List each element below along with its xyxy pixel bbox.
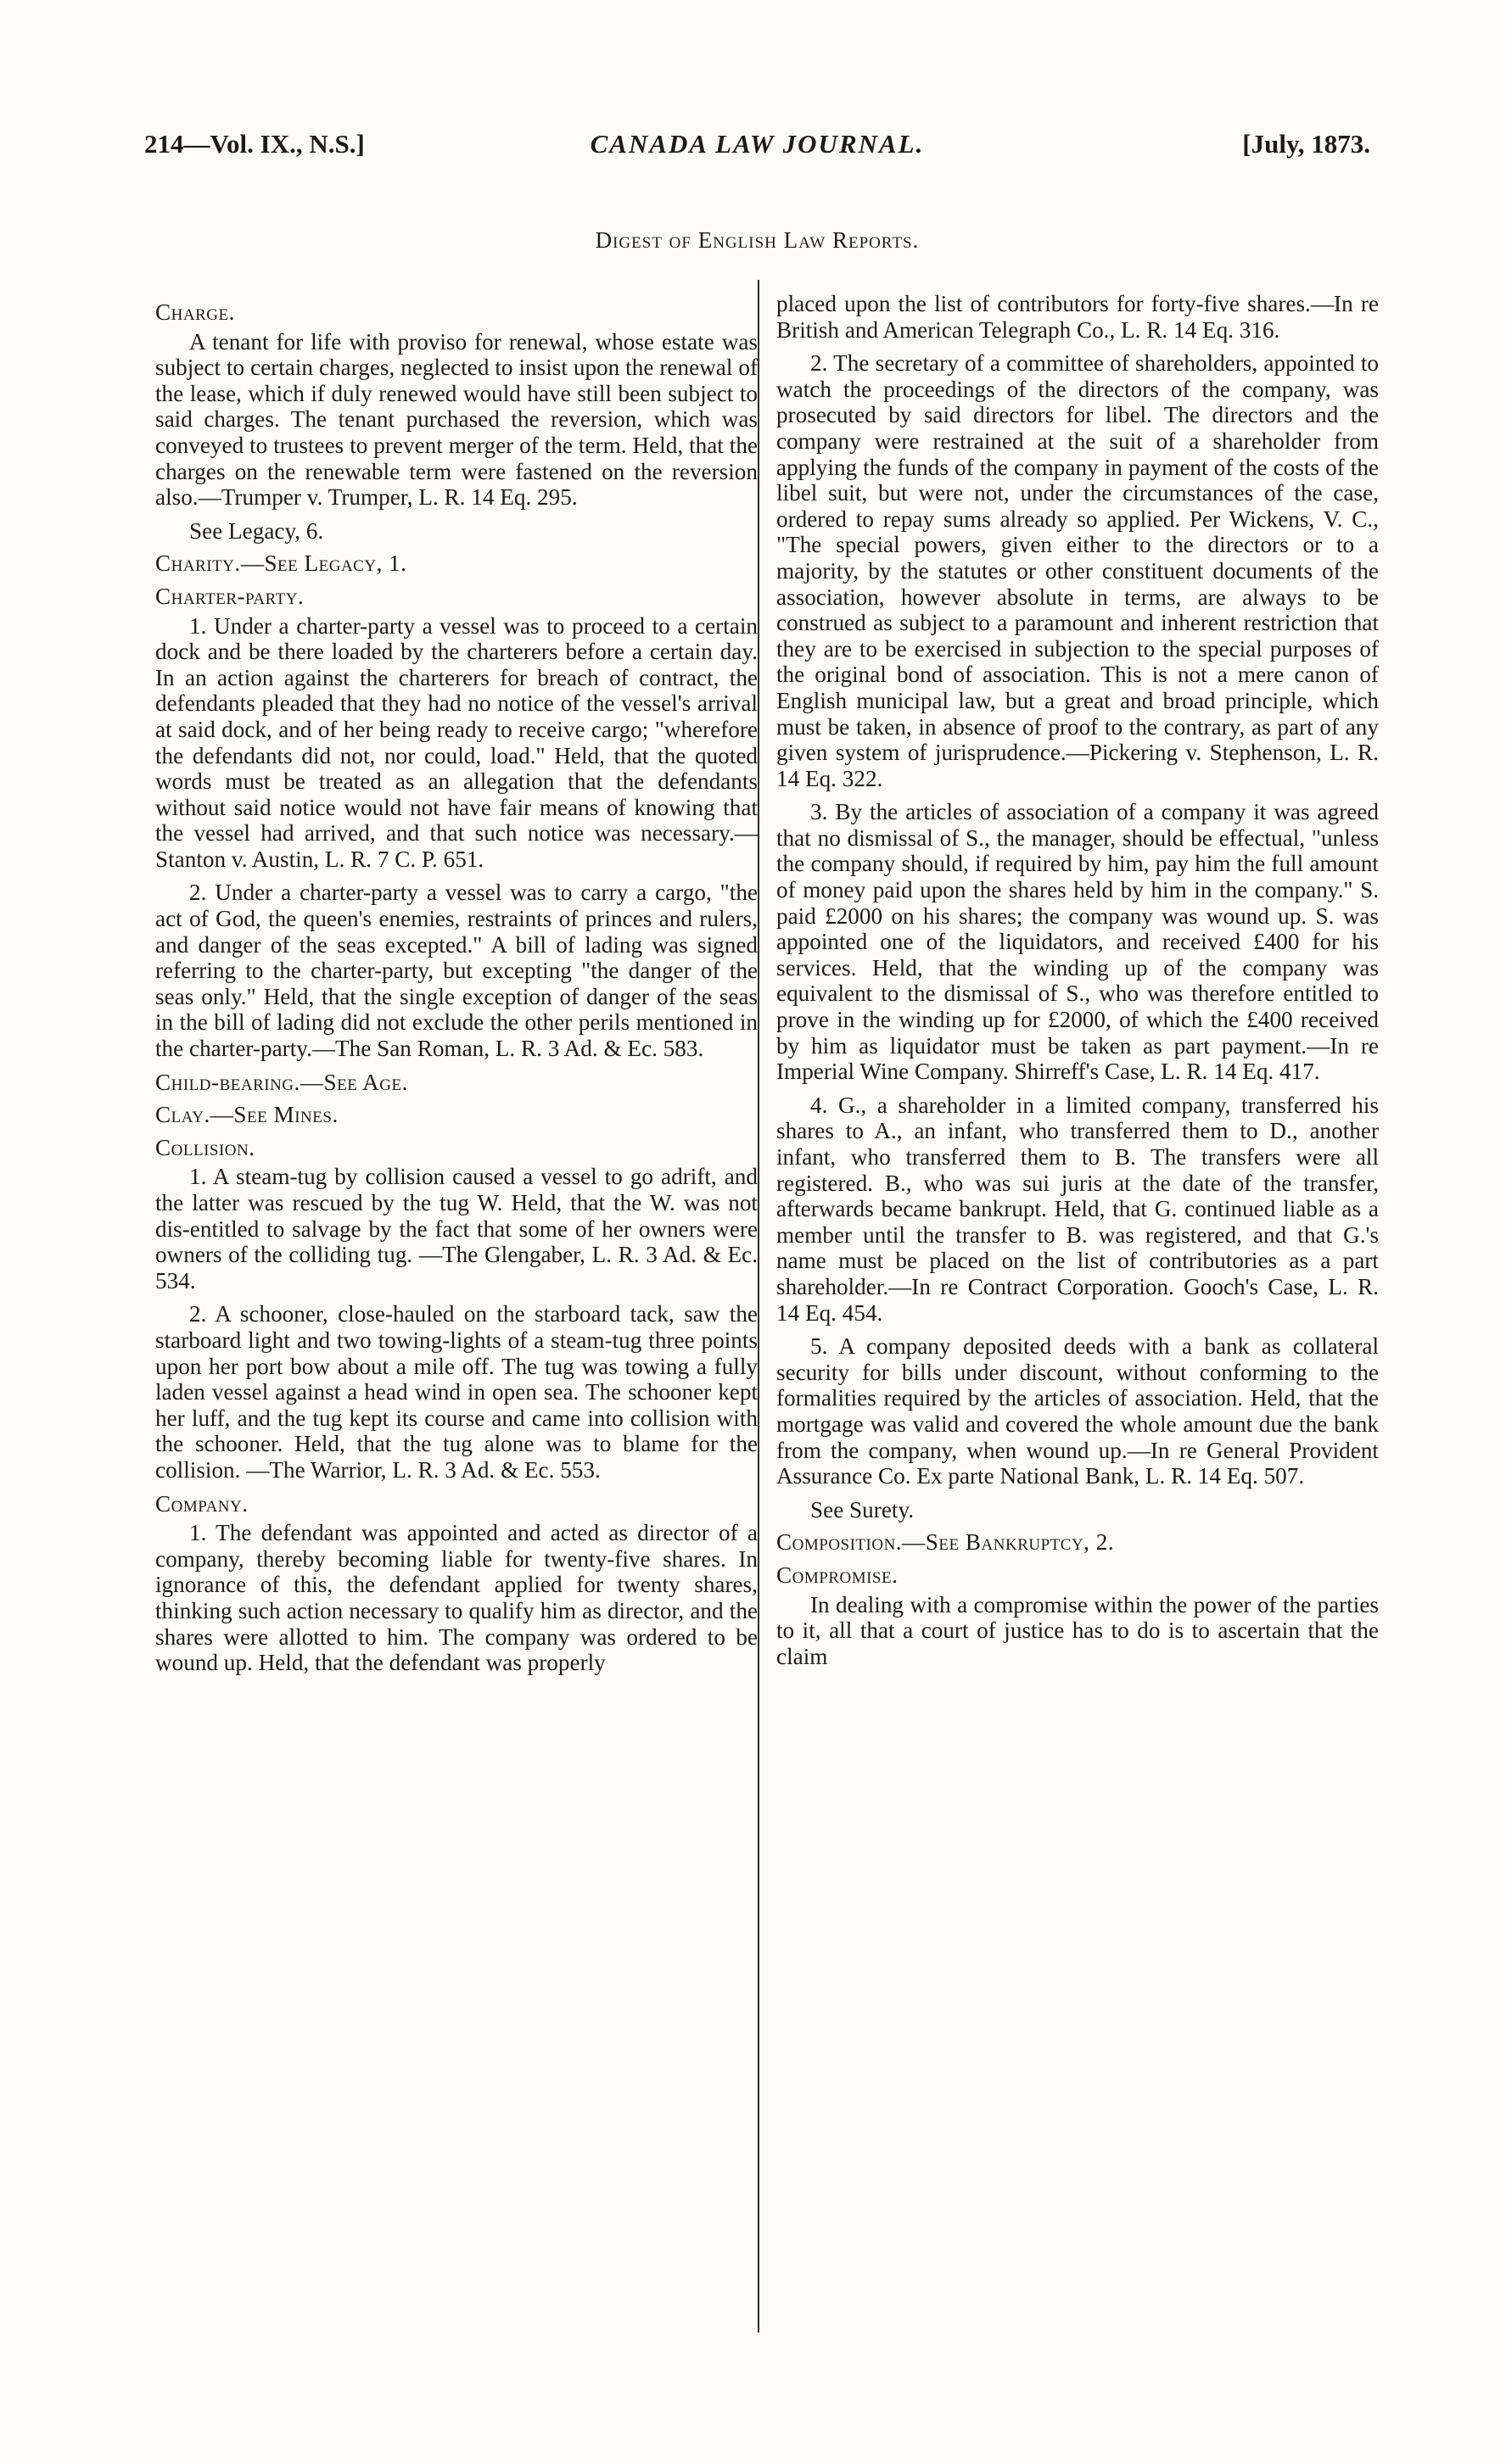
issue-date: [July, 1873.	[1242, 129, 1370, 159]
cross-reference: See Surety.	[810, 1496, 915, 1523]
digest-heading: Charter-party.	[155, 583, 305, 609]
digest-heading: Child-bearing.—See Age.	[155, 1069, 408, 1095]
digest-paragraph: 4. G., a shareholder in a limited company, transferred his shares to A., an infant, who transferred them to D., another infant, who transferred them to B. The transfers were all registered. B., who was sui juris at the date of the transfer, afterwards became bankrupt. Held, that G. continued liable as a member until the transfer to B. was registered, and that G.'s name must be placed on the list of contributories as a part shareholder.—In re Contract Corporation. Gooch's Case, L. R. 14 Eq. 454.	[776, 1092, 1379, 1326]
page-number-volume: 214—Vol. IX., N.S.]	[144, 129, 365, 159]
digest-heading: Company.	[155, 1490, 249, 1517]
digest-paragraph: 2. Under a charter-party a vessel was to carry a cargo, "the act of God, the queen's enemies, restraints of princes and rulers, and danger of the seas excepted." A bill of lading was signed referring to the charter-party, but excepting "the danger of the seas only." Held, that the single exception of danger of the seas in the bill of lading did not exclude the other perils mentioned in the charter-party.—The San Roman, L. R. 3 Ad. & Ec. 583.	[155, 880, 758, 1062]
running-head	[144, 129, 1370, 168]
digest-paragraph: 1. The defendant was appointed and acted as director of a company, thereby becoming liable for twenty-five shares. In ignorance of this, the defendant applied for twenty shares, thinking such action necessary to qualify him as director, and the shares were allotted to him. The company was ordered to be wound up. Held, that the defendant was properly	[155, 1520, 758, 1676]
digest-heading: Collision.	[155, 1134, 255, 1160]
digest-heading: Charity.—See Legacy, 1.	[155, 550, 407, 577]
digest-paragraph: 1. A steam-tug by collision caused a vessel to go adrift, and the latter was rescued by the tug W. Held, that the W. was not dis-entitled to salvage by the fact that some of her owners were owners of the colliding tug. —The Glengaber, L. R. 3 Ad. & Ec. 534.	[155, 1164, 758, 1293]
digest-paragraph: 5. A company deposited deeds with a bank as collateral security for bills under discount, without conforming to the formalities required by the articles of association. Held, that the mortgage was valid and covered the whole amount due the bank from the company, when wound up.—In re General Provident Assurance Co. Ex parte National Bank, L. R. 14 Eq. 507.	[776, 1333, 1379, 1489]
digest-heading: Clay.—See Mines.	[155, 1102, 339, 1128]
digest-paragraph: 2. A schooner, close-hauled on the starboard tack, saw the starboard light and two towing-lights of a steam-tug three points upon her port bow about a mile off. The tug was towing a fully laden vessel against a head wind in open sea. The schooner kept her luff, and the tug kept its course and came into collision with the schooner. Held, that the tug alone was to blame for the collision. —The Warrior, L. R. 3 Ad. & Ec. 553.	[155, 1301, 758, 1483]
digest-paragraph: In dealing with a compromise within the power of the parties to it, all that a court of justice has to do is to ascertain that the claim	[776, 1591, 1379, 1669]
digest-paragraph: 3. By the articles of association of a company it was agreed that no dismissal of S., the manager, should be effectual, "unless the company should, if required by him, pay him the full amount of money paid upon the shares held by him in the company." S. paid £2000 on his shares; the company was wound up. S. was appointed one of the liquidators, and received £400 for his services. Held, that the winding up of the company was equivalent to the dismissal of S., who was therefore entitled to prove in the winding up for £2000, of which the £400 received by him as liquidator must be taken as part payment.—In re Imperial Wine Company. Shirreff's Case, L. R. 14 Eq. 417.	[776, 799, 1379, 1085]
column-divider	[758, 280, 759, 2333]
digest-heading: Compromise.	[776, 1562, 899, 1588]
left-column	[155, 293, 758, 1684]
journal-title: CANADA LAW JOURNAL.	[590, 129, 925, 159]
digest-heading: Composition.—See Bankruptcy, 2.	[776, 1529, 1115, 1556]
digest-heading: Charge.	[155, 299, 235, 325]
cross-reference: See Legacy, 6.	[189, 517, 324, 544]
digest-paragraph: A tenant for life with proviso for renewal, whose estate was subject to certain charges, neglected to insist upon the renewal of the lease, which if duly renewed would have still been subject to said charges. The tenant purchased the reversion, which was conveyed to trustees to prevent merger of the term. Held, that the charges on the renewable term were fastened on the reversion also.—Trumper v. Trumper, L. R. 14 Eq. 295.	[155, 328, 758, 511]
digest-paragraph-continued: placed upon the list of contributors for forty-five shares.—In re British and American Telegraph Co., L. R. 14 Eq. 316.	[776, 291, 1379, 343]
digest-paragraph: 2. The secretary of a committee of shareholders, appointed to watch the proceedings of the directors of the company, was prosecuted by said directors for libel. The directors and the company were restrained at the suit of a shareholder from applying the funds of the company in payment of the costs of the libel suit, but were not, under the circumstances of the case, ordered to repay sums already so applied. Per Wickens, V. C., "The special powers, given either to the directors or to a majority, by the statutes or other constituent documents of the association, however absolute in terms, are always to be construed as subject to a paramount and inherent restriction that they are to be exercised in subjection to the special purposes of the original bond of association. This is not a mere canon of English municipal law, but a great and broad principle, which must be taken, in absence of proof to the contrary, as part of any given system of jurisprudence.—Pickering v. Stephenson, L. R. 14 Eq. 322.	[776, 350, 1379, 791]
right-column	[776, 291, 1379, 1677]
section-title: Digest of English Law Reports.	[595, 227, 920, 253]
digest-paragraph: 1. Under a charter-party a vessel was to proceed to a certain dock and be there loaded by the charterers before a certain day. In an action against the charterers for breach of contract, the defendants pleaded that they had no notice of the vessel's arrival at said dock, and of her being ready to receive cargo; "wherefore the defendants did not, nor could, load." Held, that the quoted words must be treated as an allegation that the defendants without said notice would not have fair means of knowing that the vessel had arrived, and that such notice was necessary.—Stanton v. Austin, L. R. 7 C. P. 651.	[155, 612, 758, 872]
